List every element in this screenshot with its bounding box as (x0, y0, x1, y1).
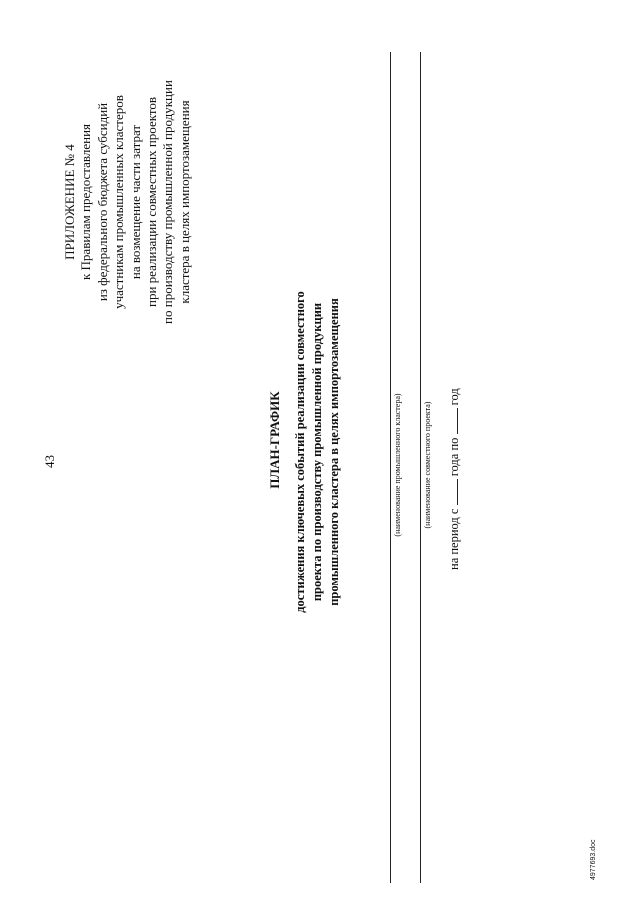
appendix-header (62, 52, 193, 352)
cluster-name-line[interactable] (390, 52, 391, 883)
appendix-line: к Правилам предоставления (78, 123, 94, 281)
project-name-caption: (наименование совместного проекта) (423, 401, 432, 529)
document-code: 4977693.doc (590, 839, 597, 880)
appendix-line: ПРИЛОЖЕНИЕ № 4 (62, 144, 77, 260)
subtitle-line: промышленного кластера в целях импортозамещения (327, 298, 341, 606)
cluster-name-caption: (наименование промышленного кластера) (393, 393, 402, 537)
appendix-line: по производству промышленной продукции (160, 80, 176, 324)
period-suffix: год (447, 388, 461, 406)
period-line (447, 388, 462, 570)
appendix-line: кластера в целях импортозамещения (176, 100, 192, 304)
appendix-line: при реализации совместных проектов (144, 96, 160, 308)
appendix-line: участникам промышленных кластеров (111, 95, 127, 309)
subtitle-line: достижения ключевых событий реализации совместного (293, 291, 307, 613)
appendix-line: на возмещение части затрат (127, 124, 143, 280)
appendix-line: из федерального бюджета субсидий (94, 102, 110, 302)
period-middle: года по (447, 437, 461, 477)
subtitle-line: проекта по производству промышленной продукции (310, 302, 324, 602)
document-title: ПЛАН-ГРАФИК (267, 391, 282, 489)
period-end-blank[interactable] (447, 408, 458, 434)
project-name-line[interactable] (420, 52, 421, 883)
period-prefix: на период с (447, 508, 461, 570)
page-number: 43 (42, 455, 57, 468)
period-start-blank[interactable] (447, 479, 458, 505)
document-subtitle (292, 242, 343, 662)
